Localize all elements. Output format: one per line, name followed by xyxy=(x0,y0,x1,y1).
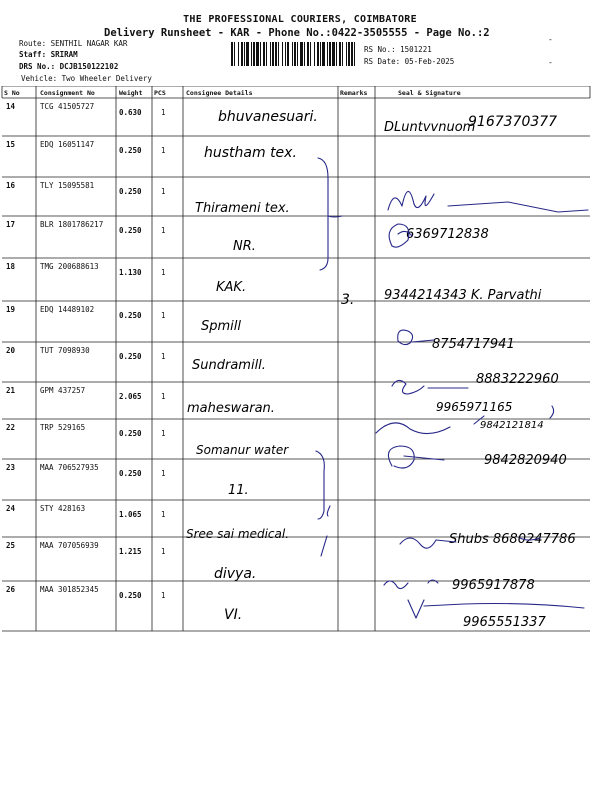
column-header: Remarks xyxy=(340,89,368,97)
row-consignee-handwritten: hustham tex. xyxy=(204,145,297,161)
table-row xyxy=(6,463,249,498)
seal-signature-text: 8754717941 xyxy=(432,337,515,352)
column-header: Weight xyxy=(119,89,143,97)
barcode-bar xyxy=(263,42,265,66)
row-pcs: 1 xyxy=(161,352,166,361)
barcode-bar xyxy=(317,42,319,66)
row-consignment-no: TUT 7098930 xyxy=(40,346,90,355)
barcode-bar xyxy=(314,42,315,66)
barcode-bar xyxy=(260,42,261,66)
barcode-bar xyxy=(282,42,283,66)
row-pcs: 1 xyxy=(161,429,166,438)
barcode-bar xyxy=(251,42,252,66)
row-weight: 0.630 xyxy=(119,108,142,117)
barcode-bar xyxy=(300,42,303,66)
barcode-bar xyxy=(322,42,325,66)
row-consignment-no: BLR 1801786217 xyxy=(40,220,104,229)
row-pcs: 1 xyxy=(161,469,166,478)
row-weight: 0.250 xyxy=(119,352,142,361)
barcode-bar xyxy=(231,42,233,66)
barcode-bar xyxy=(307,42,309,66)
barcode-bar xyxy=(320,42,321,66)
barcode-bar xyxy=(310,42,311,66)
signature-scrawl xyxy=(388,446,444,468)
row-pcs: 1 xyxy=(161,187,166,196)
barcode-bar xyxy=(351,42,353,66)
row-sno: 16 xyxy=(6,181,16,190)
barcode-bar xyxy=(253,42,255,66)
row-sno: 21 xyxy=(6,386,16,395)
row-consignment-no: MAA 301852345 xyxy=(40,585,99,594)
barcode-bar xyxy=(348,42,350,66)
barcode-bar xyxy=(297,42,298,66)
row-weight: 0.250 xyxy=(119,311,142,320)
barcode-bar xyxy=(342,42,343,66)
barcode-bar xyxy=(287,42,289,66)
table-rows xyxy=(6,102,576,630)
table-row xyxy=(6,102,318,125)
seal-signature-text: 9965917878 xyxy=(452,578,535,593)
table-row xyxy=(6,346,266,373)
seal-signature-text: Shubs 8680247786 xyxy=(449,532,576,547)
remarks-note: 3. xyxy=(341,292,355,308)
row-consignment-no: GPM 437257 xyxy=(40,386,86,395)
table-header xyxy=(4,89,461,97)
row-consignee-handwritten: NR. xyxy=(233,239,256,254)
row-pcs: 1 xyxy=(161,311,166,320)
row-consignment-no: TMG 200688613 xyxy=(40,262,99,271)
row-pcs: 1 xyxy=(161,510,166,519)
barcode-bar xyxy=(354,42,355,66)
row-sno: 15 xyxy=(6,140,16,149)
row-consignment-no: STY 428163 xyxy=(40,504,86,513)
column-header: S No xyxy=(4,89,20,97)
scan-mark: - xyxy=(548,35,553,44)
row-consignment-no: EDQ 14489102 xyxy=(40,305,95,314)
row-consignee-handwritten: Thirameni tex. xyxy=(195,201,290,216)
barcode-bar xyxy=(327,42,328,66)
row-weight: 0.250 xyxy=(119,187,142,196)
row-consignee-handwritten: divya. xyxy=(214,566,257,582)
row-pcs: 1 xyxy=(161,392,166,401)
barcode-bar xyxy=(270,42,271,66)
bracket-line xyxy=(321,536,327,556)
column-header: Consignment No xyxy=(40,89,95,97)
barcode-bar xyxy=(275,42,277,66)
row-consignee-handwritten: VI. xyxy=(224,607,243,623)
row-weight: 1.130 xyxy=(119,268,142,277)
table-row xyxy=(6,386,275,416)
row-pcs: 1 xyxy=(161,146,166,155)
row-consignee-handwritten: maheswaran. xyxy=(187,401,275,416)
seal-signature-text: DLuntvvnuom xyxy=(384,120,476,135)
barcode-bar xyxy=(241,42,243,66)
barcode-bar xyxy=(278,42,279,66)
row-sno: 19 xyxy=(6,305,16,314)
row-weight: 1.215 xyxy=(119,547,142,556)
row-consignee-handwritten: Somanur water xyxy=(196,443,289,457)
row-consignee-handwritten: bhuvanesuari. xyxy=(218,109,318,125)
row-pcs: 1 xyxy=(161,591,166,600)
row-weight: 1.065 xyxy=(119,510,142,519)
row-weight: 0.250 xyxy=(119,429,142,438)
barcode-bar xyxy=(266,42,267,66)
seal-signature-text: 9965971165 xyxy=(436,400,513,414)
rs-date: RS Date: 05-Feb-2025 xyxy=(364,57,455,66)
barcode-bar xyxy=(329,42,331,66)
row-consignee-handwritten: Spmill xyxy=(201,319,242,334)
row-sno: 26 xyxy=(6,585,16,594)
seal-signature-text: 9842820940 xyxy=(484,453,567,468)
rs-number: RS No.: 1501221 xyxy=(364,45,432,54)
row-sno: 24 xyxy=(6,504,16,513)
row-sno: 25 xyxy=(6,541,16,550)
staff-label: Staff: SRIRAM xyxy=(19,50,78,59)
seal-signature-text: 9167370377 xyxy=(468,114,558,130)
row-consignment-no: TRP 529165 xyxy=(40,423,86,432)
barcode-bar xyxy=(332,42,335,66)
row-weight: 2.065 xyxy=(119,392,142,401)
barcode-bar xyxy=(292,42,293,66)
row-sno: 17 xyxy=(6,220,16,229)
column-header: Consignee Details xyxy=(186,89,253,97)
barcode-bar xyxy=(346,42,347,66)
row-consignee-handwritten: Sundramill. xyxy=(192,358,266,373)
table-row xyxy=(6,220,256,254)
table-row xyxy=(6,423,289,457)
column-header: Seal & Signature xyxy=(398,89,461,97)
vehicle-label: Vehicle: Two Wheeler Delivery xyxy=(21,74,152,83)
seal-signature-text: 9842121814 xyxy=(480,420,544,431)
row-consignee-handwritten: Sree sai medical. xyxy=(186,527,290,541)
seal-signature-text: 8883222960 xyxy=(476,372,559,387)
barcode-bar xyxy=(244,42,245,66)
row-sno: 20 xyxy=(6,346,16,355)
seal-signature-text: 9965551337 xyxy=(463,615,546,630)
barcode-bar xyxy=(336,42,337,66)
row-weight: 0.250 xyxy=(119,226,142,235)
barcode-bar xyxy=(234,42,235,66)
barcode-bar xyxy=(304,42,305,66)
row-weight: 0.250 xyxy=(119,469,142,478)
row-pcs: 1 xyxy=(161,226,166,235)
row-consignment-no: EDQ 16051147 xyxy=(40,140,95,149)
scan-mark: - xyxy=(548,58,553,67)
row-pcs: 1 xyxy=(161,108,166,117)
table-row xyxy=(6,140,297,161)
row-sno: 22 xyxy=(6,423,16,432)
row-pcs: 1 xyxy=(161,547,166,556)
barcode-bar xyxy=(285,42,286,66)
row-pcs: 1 xyxy=(161,268,166,277)
signature-scrawl xyxy=(388,191,588,212)
bracket-line xyxy=(316,451,330,519)
company-name: THE PROFESSIONAL COURIERS, COIMBATORE xyxy=(183,14,417,25)
row-consignment-no: TLY 15095581 xyxy=(40,181,95,190)
row-consignment-no: TCG 41505727 xyxy=(40,102,95,111)
row-weight: 0.250 xyxy=(119,591,142,600)
table-row xyxy=(6,585,242,623)
seal-signature-text: 6369712838 xyxy=(406,227,489,242)
row-weight: 0.250 xyxy=(119,146,142,155)
table-row xyxy=(6,262,246,295)
table-row xyxy=(6,504,289,541)
barcode-image xyxy=(230,42,357,66)
table-row xyxy=(6,181,290,216)
route-label: Route: SENTHIL NAGAR KAR xyxy=(19,39,128,48)
row-sno: 18 xyxy=(6,262,16,271)
column-header: PCS xyxy=(154,89,166,97)
row-sno: 23 xyxy=(6,463,16,472)
row-consignment-no: MAA 706527935 xyxy=(40,463,99,472)
barcode-bar xyxy=(256,42,259,66)
row-consignee-handwritten: KAK. xyxy=(216,280,247,295)
row-sno: 14 xyxy=(6,102,16,111)
signature-scrawl xyxy=(392,380,468,394)
drs-number: DRS No.: DCJB150122102 xyxy=(19,62,119,71)
runsheet-title: Delivery Runsheet - KAR - Phone No.:0422-3505555 - Page No.:2 xyxy=(104,27,490,39)
barcode-bar xyxy=(272,42,274,66)
signature-scrawl xyxy=(398,330,434,344)
table-row xyxy=(6,541,256,582)
runsheet-table xyxy=(0,86,600,646)
barcode-bar xyxy=(339,42,341,66)
barcode-bar xyxy=(294,42,296,66)
row-consignee-handwritten: 11. xyxy=(228,483,249,498)
seal-signature-text: 9344214343 K. Parvathi xyxy=(384,288,542,303)
row-consignment-no: MAA 707056939 xyxy=(40,541,99,550)
table-row xyxy=(6,305,241,334)
barcode-bar xyxy=(238,42,239,66)
barcode-bar xyxy=(246,42,249,66)
